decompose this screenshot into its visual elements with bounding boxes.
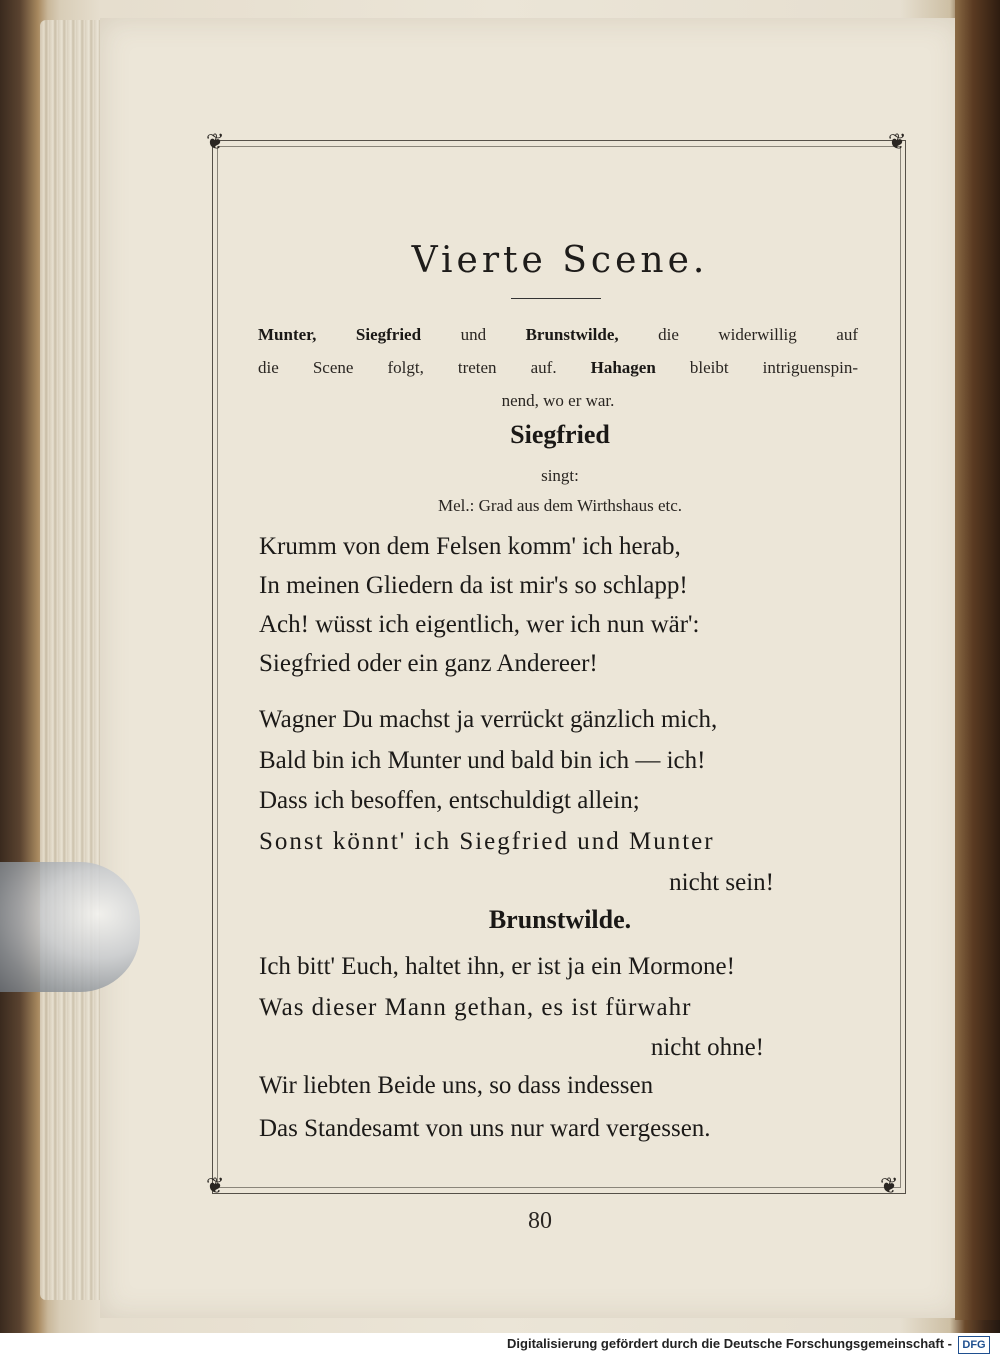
title-rule <box>511 298 601 299</box>
speaker-siegfried: Siegfried <box>510 420 610 449</box>
verse-line: Dass ich besoffen, entschuldigt allein; <box>259 787 640 814</box>
character-name: Brunstwilde, <box>525 325 619 344</box>
stage-text: die Scene folgt, treten auf. <box>258 358 591 377</box>
stage-text: und <box>421 325 526 344</box>
stage-direction-line <box>258 386 858 416</box>
stage-text: nend, wo er war. <box>501 391 615 410</box>
verse-line: Siegfried oder ein ganz Andereer! <box>259 650 598 677</box>
book-spine-edge <box>955 0 1000 1320</box>
scene-title: Vierte Scene. <box>411 240 709 281</box>
verse-line: In meinen Gliedern da ist mir's so schlapp! <box>259 572 688 599</box>
verse-line: Krumm von dem Felsen komm' ich herab, <box>259 533 681 560</box>
verse-line: Sonst könnt' ich Siegfried und Munter <box>259 828 715 855</box>
corner-ornament-icon: ❦ <box>206 1174 225 1199</box>
verse-line: Das Standesamt von uns nur ward vergessen. <box>259 1115 711 1142</box>
stage-text: die widerwillig auf <box>618 325 858 344</box>
funding-notice: Digitalisierung gefördert durch die Deutsche Forschungsgemeinschaft - <box>507 1336 952 1351</box>
corner-ornament-icon: ❦ <box>880 1174 899 1199</box>
verse-line: Ich bitt' Euch, haltet ihn, er ist ja ein Mormone! <box>259 953 735 980</box>
speaker-action: singt: <box>541 466 579 485</box>
verse-line: Wir liebten Beide uns, so dass indessen <box>259 1072 654 1099</box>
scanner-thumb-clip <box>0 862 140 992</box>
dfg-logo-icon: DFG <box>958 1336 990 1354</box>
stage-text: bleibt intriguenspin- <box>655 358 859 377</box>
stage-direction-line <box>258 320 858 350</box>
corner-ornament-icon: ❦ <box>206 130 225 155</box>
verse-continuation: nicht ohne! <box>650 1034 764 1061</box>
verse-line: Bald bin ich Munter und bald bin ich — ich! <box>259 747 706 774</box>
verse-line: Ach! wüsst ich eigentlich, wer ich nun wär': <box>259 611 700 638</box>
verse-line: Wagner Du machst ja verrückt gänzlich mich, <box>259 706 718 733</box>
verse-continuation: nicht sein! <box>669 869 774 896</box>
melody-note: Mel.: Grad aus dem Wirthshaus etc. <box>437 496 683 515</box>
speaker-brunstwilde: Brunstwilde. <box>488 905 632 934</box>
stage-direction-line <box>258 353 858 383</box>
verse-line: Was dieser Mann gethan, es ist fürwahr <box>259 994 692 1021</box>
footer-bar <box>0 1333 1000 1357</box>
corner-ornament-icon: ❦ <box>888 130 907 155</box>
character-name: Hahagen <box>590 358 656 377</box>
page-number: 80 <box>528 1208 552 1234</box>
character-name: Munter, Siegfried <box>258 325 422 344</box>
